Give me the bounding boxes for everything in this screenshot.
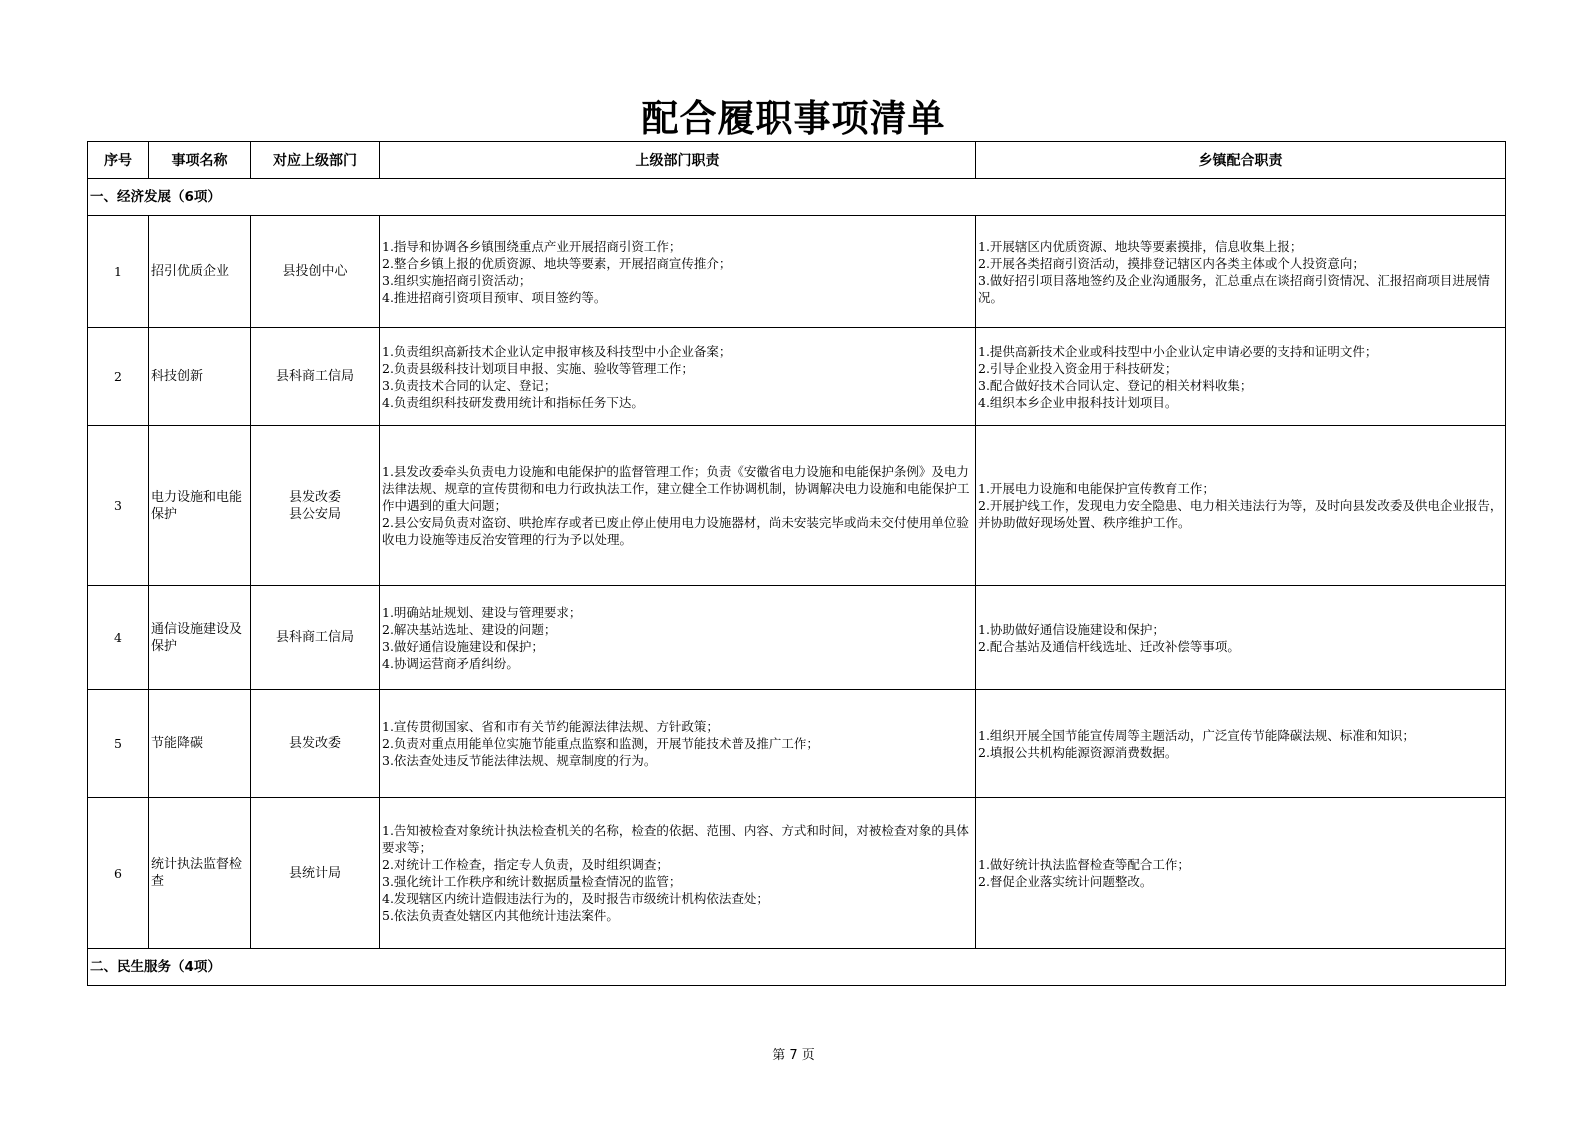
header-upper-duty: 上级部门职责 xyxy=(380,142,976,179)
table-row xyxy=(88,690,1506,798)
item-number: 4 xyxy=(88,586,149,690)
upper-duty-cell xyxy=(380,426,976,586)
duty-item: 2.县公安局负责对盗窃、哄抢库存或者已废止停止使用电力设施器材，尚未安装完毕或尚未交付使用单位验收电力设施等违反治安管理的行为予以处理。 xyxy=(382,515,969,547)
header-no: 序号 xyxy=(88,142,149,179)
item-name: 统计执法监督检查 xyxy=(149,798,251,949)
item-name: 节能降碳 xyxy=(149,690,251,798)
item-department xyxy=(251,586,380,690)
duty-item: 4.负责组织科技研发费用统计和指标任务下达。 xyxy=(382,394,644,410)
upper-duty-cell xyxy=(380,690,976,798)
town-duty-cell xyxy=(976,798,1506,949)
department-name: 县投创中心 xyxy=(282,264,348,279)
duty-item: 3.强化统计工作秩序和统计数据质量检查情况的监管； xyxy=(382,874,682,889)
department-name: 县发改委 xyxy=(288,736,341,751)
duty-item: 4.发现辖区内统计造假违法行为的，及时报告市级统计机构依法查处； xyxy=(382,891,769,906)
town-duty-cell xyxy=(976,586,1506,690)
duty-item: 2.引导企业投入资金用于科技研发； xyxy=(978,360,1178,376)
duty-item: 2.对统计工作检查，指定专人负责，及时组织调查； xyxy=(382,857,669,872)
section-row-livelihood xyxy=(88,949,1506,986)
duty-item: 1.指导和协调各乡镇围绕重点产业开展招商引资工作； xyxy=(382,238,682,254)
town-duty-cell xyxy=(976,216,1506,328)
page-number: 第 7 页 xyxy=(772,1048,815,1063)
upper-duty-cell xyxy=(380,586,976,690)
item-name: 通信设施建设及保护 xyxy=(149,586,251,690)
duty-item: 2.解决基站选址、建设的问题； xyxy=(382,621,557,637)
department-name: 县科商工信局 xyxy=(275,369,354,384)
duty-item: 2.填报公共机构能源资源消费数据。 xyxy=(978,744,1178,760)
duty-item: 3.配合做好技术合同认定、登记的相关材料收集； xyxy=(978,377,1253,393)
section-title: 二、民生服务（4项） xyxy=(88,949,1506,986)
item-name: 科技创新 xyxy=(149,328,251,426)
header-name: 事项名称 xyxy=(149,142,251,179)
duty-item: 2.配合基站及通信杆线选址、迁改补偿等事项。 xyxy=(978,638,1240,654)
header-dept: 对应上级部门 xyxy=(251,142,380,179)
item-number: 6 xyxy=(88,798,149,949)
duty-item: 4.推进招商引资项目预审、项目签约等。 xyxy=(382,289,607,305)
item-number: 2 xyxy=(88,328,149,426)
page-title: 配合履职事项清单 xyxy=(641,96,946,140)
item-department xyxy=(251,690,380,798)
department-name: 县科商工信局 xyxy=(275,630,354,645)
item-number: 5 xyxy=(88,690,149,798)
item-number: 1 xyxy=(88,216,149,328)
table-row xyxy=(88,798,1506,949)
duty-item: 2.开展护线工作，发现电力安全隐患、电力相关违法行为等，及时向县发改委及供电企业报告，并协助做好现场处置、秩序维护工作。 xyxy=(978,498,1503,530)
duty-item: 3.负责技术合同的认定、登记； xyxy=(382,377,557,393)
town-duty-cell xyxy=(976,328,1506,426)
duty-item: 3.组织实施招商引资活动； xyxy=(382,272,532,288)
duty-table xyxy=(87,141,1506,986)
item-department xyxy=(251,216,380,328)
item-department xyxy=(251,798,380,949)
duty-item: 5.依法负责查处辖区内其他统计违法案件。 xyxy=(382,908,619,923)
table-row xyxy=(88,586,1506,690)
town-duty-cell xyxy=(976,426,1506,586)
town-duty-cell xyxy=(976,690,1506,798)
duty-item: 1.县发改委牵头负责电力设施和电能保护的监督管理工作；负责《安徽省电力设施和电能保护条例》及电力法律法规、规章的宣传贯彻和电力行政执法工作，建立健全工作协调机制，协调解决电力设施和电能保护工作中遇到的重大问题； xyxy=(382,464,970,513)
duty-item: 2.整合乡镇上报的优质资源、地块等要素，开展招商宣传推介； xyxy=(382,255,732,271)
upper-duty-cell xyxy=(380,328,976,426)
duty-item: 2.负责县级科技计划项目申报、实施、验收等管理工作； xyxy=(382,360,694,376)
section-title: 一、经济发展（6项） xyxy=(88,179,1506,216)
item-department xyxy=(251,328,380,426)
department-name: 县统计局 xyxy=(288,865,341,881)
duty-item: 1.协助做好通信设施建设和保护； xyxy=(978,621,1165,637)
item-department xyxy=(251,426,380,586)
duty-item: 1.开展电力设施和电能保护宣传教育工作； xyxy=(978,481,1215,496)
department-name: 县发改委 xyxy=(288,489,341,505)
duty-item: 1.明确站址规划、建设与管理要求； xyxy=(382,604,582,620)
duty-item: 4.协调运营商矛盾纠纷。 xyxy=(382,655,519,671)
duty-item: 4.组织本乡企业申报科技计划项目。 xyxy=(978,394,1178,410)
duty-item: 2.负责对重点用能单位实施节能重点监察和监测，开展节能技术普及推广工作； xyxy=(382,736,819,751)
duty-item: 1.宣传贯彻国家、省和市有关节约能源法律法规、方针政策； xyxy=(382,719,719,734)
table-row xyxy=(88,426,1506,586)
duty-item: 3.做好招引项目落地签约及企业沟通服务，汇总重点在谈招商引资情况、汇报招商项目进展情况。 xyxy=(978,272,1490,305)
upper-duty-cell xyxy=(380,798,976,949)
upper-duty-cell xyxy=(380,216,976,328)
section-row-economy xyxy=(88,179,1506,216)
duty-item: 1.开展辖区内优质资源、地块等要素摸排，信息收集上报； xyxy=(978,238,1303,254)
item-name: 招引优质企业 xyxy=(149,216,251,328)
header-town-duty: 乡镇配合职责 xyxy=(976,142,1506,179)
duty-item: 1.做好统计执法监督检查等配合工作； xyxy=(978,857,1190,872)
duty-item: 1.提供高新技术企业或科技型中小企业认定申请必要的支持和证明文件； xyxy=(978,343,1378,359)
duty-item: 1.负责组织高新技术企业认定申报审核及科技型中小企业备案； xyxy=(382,343,732,359)
duty-item: 2.督促企业落实统计问题整改。 xyxy=(978,874,1153,889)
table-header-row xyxy=(88,142,1506,179)
duty-item: 3.做好通信设施建设和保护； xyxy=(382,638,544,654)
department-name: 县公安局 xyxy=(288,506,341,522)
duty-item: 1.告知被检查对象统计执法检查机关的名称，检查的依据、范围、内容、方式和时间，对被检查对象的具体要求等； xyxy=(382,823,969,855)
table-body xyxy=(88,216,1506,949)
duty-item: 2.开展各类招商引资活动，摸排登记辖区内各类主体或个人投资意向； xyxy=(978,255,1365,271)
duty-item: 3.依法查处违反节能法律法规、规章制度的行为。 xyxy=(382,753,657,768)
item-name: 电力设施和电能保护 xyxy=(149,426,251,586)
table-row xyxy=(88,216,1506,328)
item-number: 3 xyxy=(88,426,149,586)
table-row xyxy=(88,328,1506,426)
duty-item: 1.组织开展全国节能宣传周等主题活动，广泛宣传节能降碳法规、标准和知识； xyxy=(978,727,1415,743)
